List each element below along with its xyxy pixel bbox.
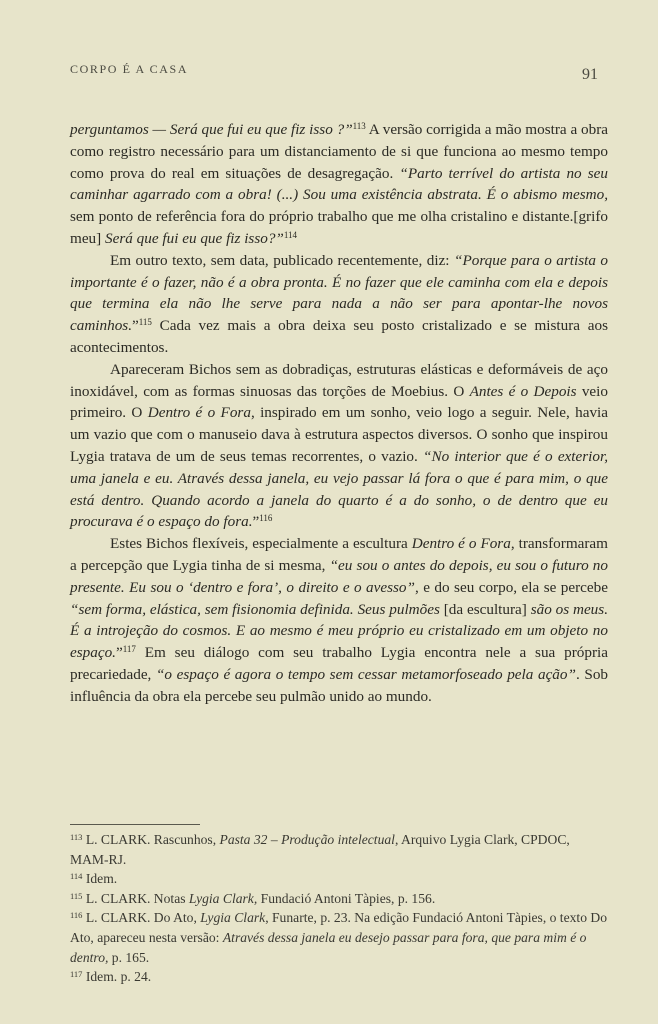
italic-text: são os meus. É a introjeção do cosmos. E ao mesmo é meu próprio eu cristalizado em um objeto no espaço. [70, 600, 608, 662]
footnote-number: 114 [70, 871, 83, 882]
paragraph [70, 119, 608, 250]
running-head: CORPO É A CASA [70, 62, 189, 76]
text-run: p. 165. [108, 949, 150, 965]
italic-text: “Porque para o artista o importante é o fazer, não é a obra pronta. É no fazer que ele caminha com ela e depois que termina ela não lhe serve para nada a não ser para apontar-lhe novos caminhos. [70, 251, 608, 335]
text-run: Idem. [82, 871, 118, 887]
text-run: [da escultura] [439, 600, 531, 618]
italic-text: “o espaço é agora o tempo sem cessar metamorfoseado pela ação” [155, 665, 576, 683]
footnote-number: 116 [70, 910, 83, 921]
text-run: ” [252, 513, 260, 531]
footnote [70, 889, 608, 909]
italic-text: perguntamos — Será que fui eu que fiz isso ?” [70, 121, 353, 138]
text-run: ” [115, 644, 123, 662]
body-text [70, 119, 608, 708]
text-run: ” [132, 317, 139, 335]
italic-text: Lygia Clark, [188, 890, 258, 906]
italic-text: “sem forma, elástica, sem fisionomia definida. Seus pulmões [70, 600, 440, 618]
text-run: , inspirado em um sonho, veio logo a seguir. Nele, havia um vazio que com o manuseio dava à estrutura aspectos diversos. O sonho que inspirou Lygia tratava de um de seus temas recorrentes, o vazio. [70, 404, 608, 465]
text-run: , transformaram a percepção que Lygia tinha de si mesma, [70, 535, 608, 574]
footnote-ref: 116 [259, 513, 273, 524]
text-run: A versão corrigida a mão mostra a obra como registro necessário para um distanciamento de si que funciona ao mesmo tempo como prova do real em situações de desagregação. [70, 121, 608, 182]
text-run: L. CLARK. Notas [82, 890, 189, 906]
footnote [70, 830, 608, 869]
text-run: Cada vez mais a obra deixa seu posto cristalizado e se mistura aos acontecimentos. [70, 317, 608, 356]
italic-text: Será que fui eu que fiz isso?” [105, 229, 284, 247]
text-run: L. CLARK. Do Ato, [82, 910, 201, 926]
paragraph [70, 533, 608, 707]
italic-text: Antes é o Depois [469, 382, 577, 400]
paragraph [70, 250, 608, 359]
footnote-rule [70, 824, 200, 825]
text-run: Em outro texto, sem data, publicado recentemente, diz: [110, 251, 454, 269]
italic-text: Pasta 32 – Produção intelectual [219, 832, 395, 847]
footnote [70, 869, 608, 889]
footnote-ref: 115 [138, 317, 152, 328]
footnote-ref: 113 [352, 121, 366, 131]
footnote-number: 117 [70, 969, 83, 980]
text-run: Em seu diálogo com seu trabalho Lygia encontra nele a sua própria precariedade, [70, 644, 608, 683]
footnote [70, 967, 608, 987]
text-run: . Sob influência da obra ela percebe seu pulmão unido ao mundo. [70, 665, 609, 705]
italic-text: Através dessa janela eu desejo passar para fora, que para mim é o dentro, [70, 929, 587, 965]
text-run: sem ponto de referência fora do próprio trabalho que me olha cristalino e distante.[grifo meu] [70, 208, 608, 247]
text-run: Estes Bichos flexíveis, especialmente a escultura [110, 535, 412, 553]
text-run: , e do seu corpo, ela se percebe [414, 578, 608, 596]
text-run: Fundació Antoni Tàpies, p. 156. [257, 890, 436, 906]
italic-text: Dentro é o Fora [411, 535, 511, 553]
italic-text: Dentro é o Fora [147, 404, 251, 422]
text-run: , Funarte, p. 23. Na edição Fundació Antoni Tàpies, o texto Do Ato, apareceu nesta versão: [70, 910, 607, 945]
footnote-ref: 117 [122, 644, 136, 655]
italic-text: “Parto terrível do artista no seu caminhar agarrado com a obra! (...) Sou uma existência abstrata. É o abismo mesmo, [70, 164, 609, 204]
text-run: , Arquivo Lygia Clark, CPDOC, MAM-RJ. [70, 832, 570, 867]
italic-text: “eu sou o antes do depois, eu sou o futuro no presente. Eu sou o ‘dentro e fora’, o direito e o avesso” [70, 556, 608, 596]
paragraph [70, 359, 608, 533]
text-run: L. CLARK. Rascunhos, [82, 832, 220, 847]
page-number: 91 [582, 66, 598, 83]
footnote-ref: 114 [283, 229, 298, 240]
italic-text: “No interior que é o exterior, uma janela e eu. Através dessa janela, eu vejo passar lá fora o que é para mim, o que está dentro. Quando acordo a janela do quarto é a do sonho, o de dentro que eu procurava é o espaço do fora. [70, 447, 609, 531]
text-run: Apareceram Bichos sem as dobradiças, estruturas elásticas e deformáveis de aço inoxidável, com as formas sinuosas das torções de Moebius. O [70, 360, 608, 400]
text-run: Idem. p. 24. [82, 969, 152, 985]
footnote [70, 908, 608, 967]
footnote-number: 115 [70, 890, 83, 901]
footnotes [70, 830, 608, 987]
footnote-number: 113 [70, 832, 83, 842]
italic-text: Lygia Clark [200, 910, 266, 926]
text-run: veio primeiro. O [70, 382, 608, 422]
